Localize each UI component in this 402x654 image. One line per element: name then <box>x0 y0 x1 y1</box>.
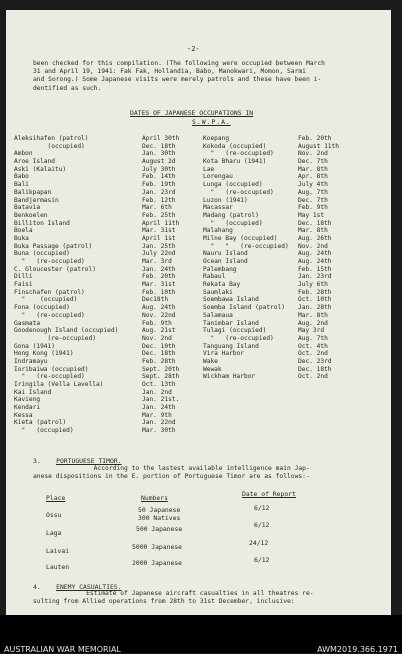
occupation-date: Aug. 24th <box>298 258 332 265</box>
section-4-body <box>33 590 314 606</box>
occupation-date: Dec. 10th <box>142 342 176 350</box>
footer-source: AUSTRALIAN WAR MEMORIAL <box>4 645 121 654</box>
occupation-row <box>14 166 199 174</box>
occupation-date: Feb. 19th <box>142 181 176 189</box>
occupation-row <box>14 419 199 427</box>
timor-date: 6/12 <box>254 556 270 564</box>
occupation-row <box>203 212 388 220</box>
place-name: Balikpapan <box>14 188 52 196</box>
occupation-date: Dec. 7th <box>298 196 328 204</box>
occupation-row <box>14 373 199 381</box>
occupation-date: Aug. 7th <box>298 188 328 196</box>
place-name: " (re-occupied) <box>14 258 85 265</box>
footer-accession: AWM2019.366.1971 <box>317 645 398 654</box>
occupation-row <box>203 343 388 351</box>
place-name: Buka <box>14 234 29 242</box>
occupation-date: July 4th <box>298 181 328 189</box>
occupation-row <box>14 381 199 389</box>
occupation-row <box>203 350 388 358</box>
occupation-date: Aug. 24th <box>298 250 332 258</box>
intro-line: dentified as such. <box>33 84 102 92</box>
occupation-row <box>14 335 199 343</box>
place-name: " (re-occupied) <box>203 334 274 342</box>
occupation-date: Feb. 9th <box>142 319 172 327</box>
occupation-row <box>203 366 388 374</box>
occupation-date: Feb. 28th <box>142 357 176 365</box>
occupation-date: Jan. 25th <box>142 242 176 250</box>
place-name: Soemba Island (patrol) <box>203 304 285 312</box>
occupation-row <box>14 389 199 397</box>
timor-date: 24/12 <box>249 539 269 547</box>
occupation-date: July 22nd <box>142 250 176 258</box>
section-3-body <box>33 465 310 481</box>
place-name: " " (re-occupied) <box>203 242 289 250</box>
occupation-date: Mar. 3rd <box>142 258 172 265</box>
occupation-row <box>203 250 388 258</box>
place-name: Koepang <box>203 135 230 142</box>
occupation-date: Mar. 30th <box>142 427 176 435</box>
place-name: Kieta (patrol) <box>14 419 67 427</box>
occupation-date: Oct. 4th <box>298 342 328 350</box>
occupation-row <box>203 358 388 366</box>
occupation-row <box>14 197 199 205</box>
place-name: Lorengau <box>203 173 233 181</box>
place-name: Salamaua <box>203 311 233 319</box>
occupation-row <box>14 320 199 328</box>
occupation-row <box>203 281 388 289</box>
occupation-row <box>14 181 199 189</box>
occupation-date: Dec. 18th <box>298 219 332 227</box>
place-name: Soembawa Island <box>203 296 259 304</box>
occupation-date: Aug. 26th <box>298 234 332 242</box>
place-name: Fona (occupied) <box>14 304 70 312</box>
place-name: Milne Bay (occupied) <box>203 234 278 242</box>
place-name: Bali <box>14 181 29 189</box>
occupation-row <box>14 204 199 212</box>
occupation-row <box>14 135 199 143</box>
place-name: Lunga (occupied) <box>203 181 263 189</box>
header-place: Place <box>46 494 66 502</box>
intro-line: and Sorong.) Some Japanese visits were merely patrols and these have been i- <box>33 76 322 84</box>
place-name: Indramayu <box>14 357 48 365</box>
occupation-date: Dec. 18th <box>142 142 176 150</box>
place-name: " (re-occupied) <box>14 311 85 319</box>
place-name: Batavia <box>14 204 41 212</box>
occupation-row <box>203 304 388 312</box>
occupation-row <box>14 143 199 151</box>
occupation-row <box>203 204 388 212</box>
place-name: " (re-occupied) <box>203 150 274 158</box>
occupation-row <box>14 427 199 435</box>
occupation-date: Feb. 28th <box>298 288 332 296</box>
occupation-row <box>14 404 199 412</box>
place-name: Dilli <box>14 273 33 281</box>
timor-numbers: 50 Japanese <box>138 506 181 514</box>
occupation-date: April 1st <box>142 234 176 242</box>
place-name: Aski (Kalaitu) <box>14 165 67 173</box>
timor-date: 6/12 <box>254 521 270 529</box>
place-name: Tulagi (occupied) <box>203 327 267 335</box>
occupation-date: July 30th <box>142 165 176 173</box>
occupation-date: Mar. 31st <box>142 227 176 235</box>
occupation-date: Nov. 2nd <box>142 334 172 342</box>
occupation-date: Jan. 21st. <box>142 396 180 404</box>
occupation-row <box>14 227 199 235</box>
occupation-row <box>14 258 199 266</box>
occupation-row <box>203 266 388 274</box>
place-name: Goodenough Island (occupied) <box>14 327 119 335</box>
archive-footer <box>0 615 402 653</box>
place-name: Wickham Harbor <box>203 373 256 381</box>
occupation-row <box>14 266 199 274</box>
place-name: Aroe Island <box>14 158 55 166</box>
place-name: " (occupied) <box>203 219 263 227</box>
occupation-date: Jan. 23rd <box>142 188 176 196</box>
occupation-date: Dec18th <box>142 296 169 304</box>
occupation-date: July 6th <box>298 281 328 289</box>
occupation-row <box>203 158 388 166</box>
place-name: Buka Passage (patrol) <box>14 242 93 250</box>
occupation-date: Jan. 28th <box>298 304 332 312</box>
body-line: sulting from Allied operations from 28th to 31st December, inclusive: <box>33 598 295 606</box>
occupation-date: Sept. 28th <box>142 373 180 381</box>
occupation-date: Mar. 6th <box>142 204 172 212</box>
table-subtitle: S.W.P.A. <box>192 118 231 126</box>
occupation-date: Jan. 23rd <box>298 273 332 281</box>
occupation-date: Aug. 24th <box>142 304 176 312</box>
occupation-list-left <box>14 135 199 435</box>
occupation-date: Feb. 14th <box>142 173 176 181</box>
place-name: Gasmata <box>14 319 41 327</box>
occupation-date: Mar. 8th <box>298 165 328 173</box>
occupation-row <box>14 412 199 420</box>
occupation-date: Aug. 21st <box>142 327 176 335</box>
place-name: Finschafen (patrol) <box>14 288 85 296</box>
occupation-row <box>14 304 199 312</box>
place-name: Aleksihafen (patrol) <box>14 135 89 142</box>
occupation-date: Feb. 9th <box>298 204 328 212</box>
place-name: Wewak <box>203 365 222 373</box>
body-line: anese dispositions in the E. portion of Portuguese Timor are as follows:- <box>33 473 310 481</box>
occupation-date: Oct. 2nd <box>298 373 328 381</box>
timor-numbers: 500 Japanese <box>136 525 183 533</box>
occupation-row <box>203 197 388 205</box>
place-name: " (occupied) <box>14 427 74 435</box>
occupation-list-right <box>203 135 388 381</box>
body-line: Estimate of Japanese aircraft casualties in all theatres re- <box>33 590 314 597</box>
place-name: Luzon (1941) <box>203 196 248 204</box>
place-name: Babo <box>14 173 29 181</box>
timor-place: Laga <box>46 529 62 537</box>
occupation-date: Mar. 8th <box>298 227 328 235</box>
occupation-row <box>203 243 388 251</box>
place-name: Ambon <box>14 150 33 158</box>
place-name: (re-occupied) <box>14 334 96 342</box>
occupation-date: Sept. 20th <box>142 365 180 373</box>
place-name: Billiton Island <box>14 219 70 227</box>
place-name: Benkoelen <box>14 211 48 219</box>
occupation-row <box>14 150 199 158</box>
place-name: Kavieng <box>14 396 41 404</box>
occupation-row <box>14 350 199 358</box>
timor-numbers: 5000 Japanese <box>132 543 183 551</box>
occupation-date: Aug. 7th <box>298 334 328 342</box>
occupation-date: April 30th <box>142 135 180 142</box>
occupation-row <box>203 135 388 143</box>
occupation-row <box>203 296 388 304</box>
occupation-row <box>14 273 199 281</box>
occupation-date: Dec. 23rd <box>298 357 332 365</box>
occupation-row <box>203 173 388 181</box>
occupation-row <box>203 227 388 235</box>
occupation-row <box>14 243 199 251</box>
occupation-date: Jan. 22nd <box>142 419 176 427</box>
occupation-row <box>14 189 199 197</box>
occupation-date: Feb. 12th <box>142 196 176 204</box>
occupation-row <box>203 327 388 335</box>
occupation-date: Mar. 9th <box>142 411 172 419</box>
occupation-row <box>14 366 199 374</box>
intro-paragraph <box>33 60 325 93</box>
occupation-row <box>14 312 199 320</box>
timor-numbers: 2000 Japanese <box>132 559 183 567</box>
occupation-row <box>14 358 199 366</box>
section-number: 3. <box>33 457 41 465</box>
place-name: Saumlaki <box>203 288 233 296</box>
occupation-date: Aug. 2nd <box>298 319 328 327</box>
occupation-date: Dec. 18th <box>298 365 332 373</box>
place-name: Tanimbar Island <box>203 319 259 327</box>
place-name: Ocean Island <box>203 258 248 265</box>
place-name: Lae <box>203 165 215 173</box>
occupation-row <box>14 327 199 335</box>
occupation-date: Jan. 30th <box>142 150 176 158</box>
place-name: Kai Island <box>14 388 52 396</box>
occupation-date: Feb. 15th <box>298 265 332 273</box>
header-date: Date of Report <box>242 490 296 498</box>
timor-numbers-2: 300 Natives <box>138 514 181 522</box>
section-3-heading <box>33 457 122 465</box>
occupation-row <box>203 189 388 197</box>
occupation-row <box>14 220 199 228</box>
place-name: Tanguang Island <box>203 342 259 350</box>
place-name: Kendari <box>14 404 41 412</box>
place-name: Rekata Bay <box>203 281 241 289</box>
occupation-date: May 3rd <box>298 327 325 335</box>
occupation-date: Oct. 10th <box>298 296 332 304</box>
place-name: Wake <box>203 357 218 365</box>
place-name: Iringila (Vella Lavella) <box>14 381 104 388</box>
occupation-row <box>203 166 388 174</box>
occupation-date: August 2d <box>142 158 176 166</box>
occupation-row <box>203 289 388 297</box>
occupation-date: May 1st <box>298 211 325 219</box>
section-title: ENEMY CASUALTIES. <box>56 583 122 591</box>
place-name: Vira Harbor <box>203 350 244 358</box>
place-name: " (re-occupied) <box>14 373 85 381</box>
occupation-date: Nov. 2nd <box>298 242 328 250</box>
occupation-date: Mar. 8th <box>298 311 328 319</box>
occupation-row <box>14 396 199 404</box>
place-name: Faisi <box>14 281 33 289</box>
place-name: Nauru Island <box>203 250 248 258</box>
occupation-date: Nov. 2nd <box>298 150 328 158</box>
intro-line: 31 and April 19, 1941: Fak Fak, Hollandia, Babo, Manokwari, Momon, Sarmi <box>33 68 306 76</box>
place-name: " (occupied) <box>14 296 78 304</box>
occupation-row <box>203 150 388 158</box>
occupation-row <box>203 312 388 320</box>
occupation-row <box>203 320 388 328</box>
header-numbers: Numbers <box>141 494 168 502</box>
occupation-row <box>14 343 199 351</box>
occupation-row <box>203 235 388 243</box>
place-name: Kokoda (occupied) <box>203 142 267 150</box>
body-line: According to the lastest available intelligence main Jap- <box>33 465 310 472</box>
document-page <box>6 10 391 615</box>
occupation-date: Feb. 20th <box>298 135 332 142</box>
place-name: Ioribaiwa (occupied) <box>14 365 89 373</box>
occupation-date: Dec. 18th <box>142 350 176 358</box>
occupation-row <box>14 289 199 297</box>
occupation-row <box>203 273 388 281</box>
timor-place: Ossu <box>46 511 62 519</box>
occupation-row <box>14 281 199 289</box>
occupation-row <box>203 335 388 343</box>
place-name: Madang (patrol) <box>203 211 259 219</box>
place-name: Bandjermasin <box>14 196 59 204</box>
section-title: PORTUGUESE TIMOR. <box>56 457 122 465</box>
place-name: C. Gloucester (patrol) <box>14 265 96 273</box>
occupation-date: Feb. 25th <box>142 211 176 219</box>
place-name: Hong Kong (1941) <box>14 350 74 358</box>
occupation-date: April 11th <box>142 219 180 227</box>
place-name: Macassar <box>203 204 233 212</box>
occupation-row <box>203 373 388 381</box>
occupation-date: Jan. 24th <box>142 404 176 412</box>
occupation-row <box>14 296 199 304</box>
occupation-date: Apr. 8th <box>298 173 328 181</box>
place-name: (occupied) <box>14 142 85 150</box>
place-name: Palembang <box>203 265 237 273</box>
occupation-date: Jan. 2nd <box>142 388 172 396</box>
place-name: Kota Bharu (1941) <box>203 158 267 166</box>
place-name: Malahang <box>203 227 233 235</box>
timor-place: Laivai <box>46 547 70 555</box>
occupation-row <box>14 158 199 166</box>
timor-date: 6/12 <box>254 504 270 512</box>
section-number: 4. <box>33 583 41 591</box>
page-number: -2- <box>187 45 200 53</box>
place-name: Kessa <box>14 411 33 419</box>
place-name: " (re-occupied) <box>203 188 274 196</box>
occupation-row <box>203 220 388 228</box>
place-name: Rabaul <box>203 273 226 281</box>
occupation-date: Feb. 10th <box>142 288 176 296</box>
occupation-date: Dec. 7th <box>298 158 328 166</box>
occupation-row <box>14 212 199 220</box>
occupation-date: Nov. 22nd <box>142 311 176 319</box>
occupation-row <box>14 235 199 243</box>
occupation-date: Feb. 20th <box>142 273 176 281</box>
table-title: DATES OF JAPANESE OCCUPATIONS IN <box>130 109 254 117</box>
occupation-row <box>14 173 199 181</box>
place-name: Buna (occupied) <box>14 250 70 258</box>
occupation-date: August 11th <box>298 142 339 150</box>
occupation-row <box>203 143 388 151</box>
occupation-row <box>203 181 388 189</box>
intro-line: been checked for this compilation. (The following were occupied between March <box>33 60 325 67</box>
occupation-row <box>203 258 388 266</box>
timor-place: Lauten <box>46 563 70 571</box>
occupation-date: Oct. 13th <box>142 381 176 388</box>
occupation-date: Jan. 24th <box>142 265 176 273</box>
place-name: Gona (1941) <box>14 342 55 350</box>
occupation-date: Oct. 2nd <box>298 350 328 358</box>
occupation-date: Mar. 31st <box>142 281 176 289</box>
occupation-row <box>14 250 199 258</box>
place-name: Boela <box>14 227 33 235</box>
